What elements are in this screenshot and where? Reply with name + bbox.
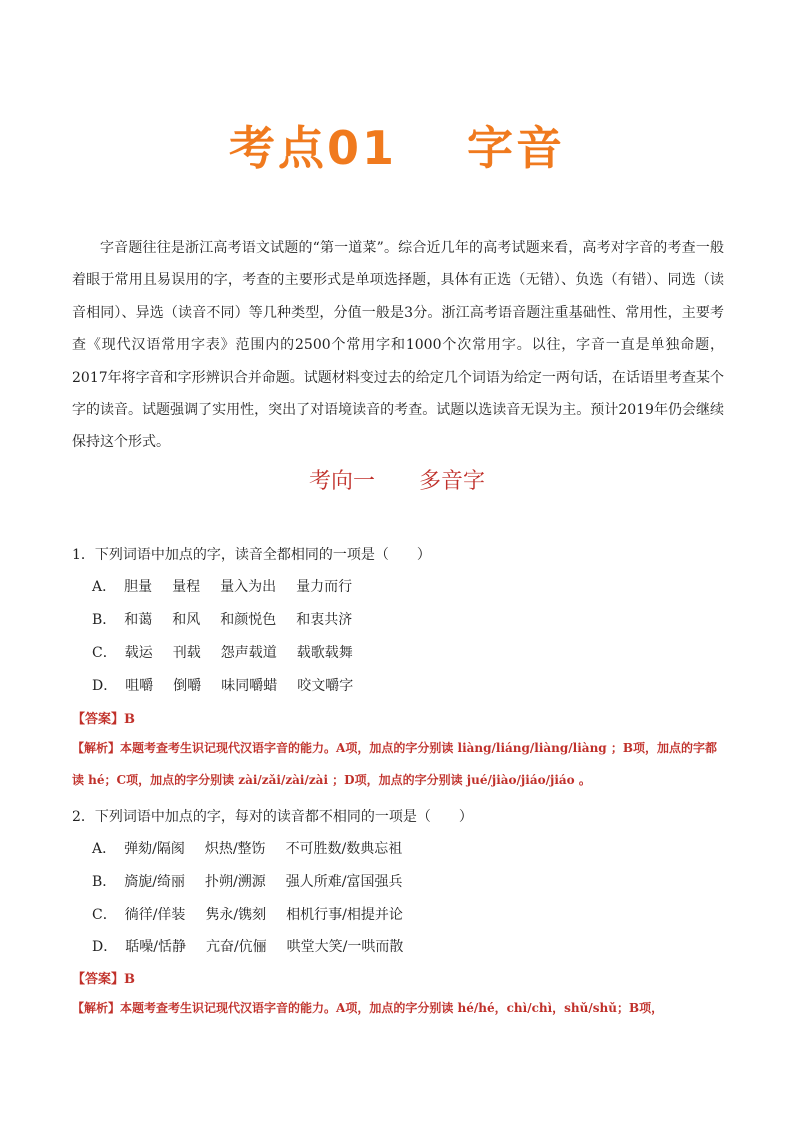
option-item: 扑朔/溯源 <box>205 874 266 890</box>
option-item: 和颜悦色 <box>220 612 277 628</box>
option-item: 咀嚼 <box>125 678 154 694</box>
option-item: 强人所难/富国强兵 <box>285 874 403 890</box>
section-heading-part1: 考向一 <box>308 469 375 494</box>
option-letter: B． <box>92 612 117 628</box>
explanation <box>72 732 724 796</box>
option-row <box>92 936 423 956</box>
option-row <box>92 871 422 891</box>
title-part1: 考点01 <box>228 121 397 175</box>
explanation <box>72 992 724 1024</box>
section-heading-part2: 多音字 <box>419 469 486 494</box>
option-item: 哄堂大笑/一哄而散 <box>286 939 404 955</box>
option-row <box>92 576 372 596</box>
option-item: 隽永/镌刻 <box>205 907 267 923</box>
option-item: 炽热/整饬 <box>204 841 266 857</box>
option-item: 量程 <box>172 579 201 595</box>
option-item: 旖旎/绮丽 <box>124 874 186 890</box>
option-letter: C． <box>92 907 117 923</box>
option-item: 胆量 <box>124 579 153 595</box>
intro-paragraph: 字音题往往是浙江高考语文试题的“第一道菜”。综合近几年的高考试题来看，高考对字音的考查一般着眼于常用且易误用的字，考查的主要形式是单项选择题，具体有正选（无错）、负选（有错）、同选（读音相同）、异选（读音不同）等几种类型，分值一般是3分。浙江高考语音题注重基础性、常用性，主要考查《现代汉语常用字表》范围内的2500个常用字和1000个次常用字。以往，字音一直是单独命题，2017年将字音和字形辨识合并命题。试题材料变过去的给定几个词语为给定一两句话，在话语里考查某个字的读音。试题强调了实用性，突出了对语境读音的考查。试题以选读音无误为主。预计2019年仍会继续保持这个形式。 <box>72 240 724 451</box>
answer-value: B <box>124 972 136 987</box>
explanation-label: 【解析】 <box>72 741 121 755</box>
option-item: 量入为出 <box>220 579 277 595</box>
option-letter: D． <box>92 939 118 955</box>
explanation-text: 本题考查考生识记现代汉语字音的能力。A项，加点的字分别读 liàng/liáng/liàng/liàng ；B项，加点的字都读 hé；C项，加点的字分别读 zài/zǎi/zài/zài ；D项，加点的字分别读 jué/jiào/jiáo/jiáo 。 <box>72 741 718 787</box>
option-item: 刊载 <box>172 645 201 661</box>
option-item: 味同嚼蜡 <box>221 678 278 694</box>
option-letter: C． <box>92 645 117 661</box>
answer-label: 【答案】 <box>72 712 125 727</box>
option-item: 相机行事/相提并论 <box>286 907 403 923</box>
option-item: 和风 <box>172 612 201 628</box>
option-row <box>92 904 423 924</box>
answer-line <box>72 968 135 987</box>
option-item: 亢奋/伉俪 <box>205 939 267 955</box>
answer-label: 【答案】 <box>72 972 125 987</box>
option-item: 不可胜数/数典忘祖 <box>285 841 403 857</box>
option-row <box>92 609 372 629</box>
option-letter: A． <box>92 841 117 857</box>
option-item: 聒噪/恬静 <box>125 939 186 955</box>
option-item: 倒嚼 <box>173 678 202 694</box>
option-item: 和蔼 <box>124 612 153 628</box>
explanation-text: 本题考查考生识记现代汉语字音的能力。A项，加点的字分别读 hé/hé，chì/chì，shǔ/shǔ；B项， <box>120 1001 664 1015</box>
option-row <box>92 675 373 695</box>
option-item: 弹劾/隔阂 <box>124 841 185 857</box>
answer-line <box>72 708 135 727</box>
option-item: 量力而行 <box>296 579 353 595</box>
option-item: 徜徉/佯装 <box>124 907 186 923</box>
section-heading <box>0 464 794 495</box>
option-row <box>92 642 373 662</box>
option-letter: A． <box>92 579 117 595</box>
page-title <box>0 112 794 178</box>
answer-value: B <box>124 712 136 727</box>
explanation-label: 【解析】 <box>72 1001 121 1015</box>
option-item: 怨声载道 <box>220 645 277 661</box>
option-letter: B． <box>92 874 117 890</box>
option-item: 载歌载舞 <box>296 645 353 661</box>
option-row <box>92 838 422 858</box>
option-item: 咬文嚼字 <box>297 678 354 694</box>
question-stem: 1．下列词语中加点的字，读音全都相同的一项是（ ） <box>72 547 431 563</box>
question-stem: 2．下列词语中加点的字，每对的读音都不相同的一项是（ ） <box>72 809 473 825</box>
option-item: 和衷共济 <box>296 612 353 628</box>
title-part2: 字音 <box>467 121 565 175</box>
option-item: 载运 <box>124 645 153 661</box>
option-letter: D． <box>92 678 118 694</box>
